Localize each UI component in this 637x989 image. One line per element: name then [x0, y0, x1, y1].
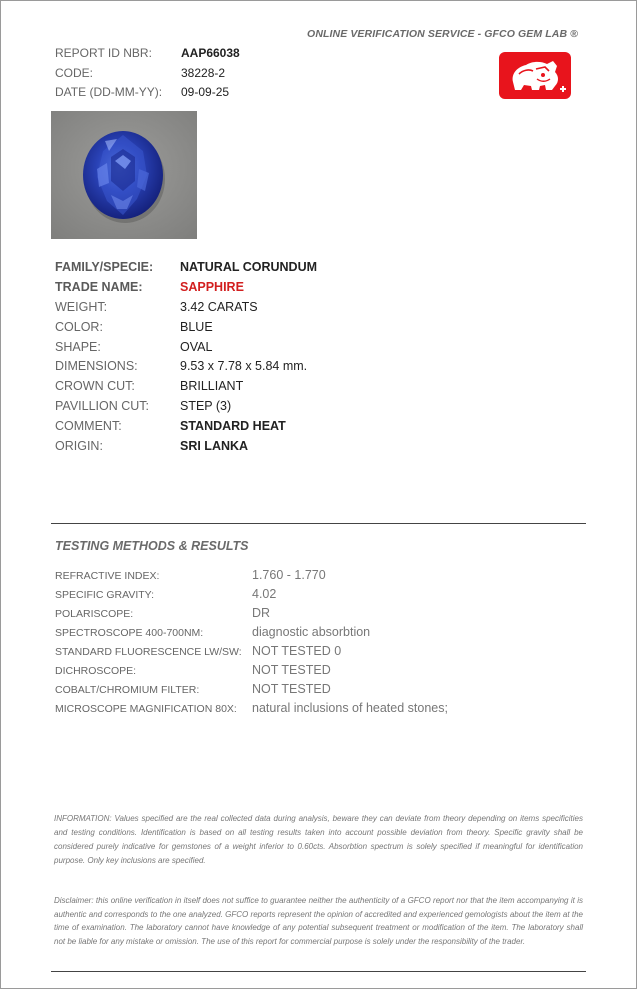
weight-value: 3.42 CARATS [180, 299, 258, 314]
property-row-color [55, 318, 317, 338]
test-value: 1.760 - 1.770 [252, 568, 326, 582]
dimensions-label: DIMENSIONS: [55, 359, 138, 374]
report-id-label: REPORT ID NBR: [55, 46, 152, 60]
test-row [55, 622, 448, 641]
origin-label: ORIGIN: [55, 439, 103, 454]
property-row-origin [55, 437, 317, 457]
test-value: NOT TESTED 0 [252, 644, 342, 658]
disclaimer-text: Disclaimer: this online verification in itself does not suffice to guarantee neither the authenticity of a GFCO report nor that the item accompanying it is authentic and corresponds to the one analyzed. GFCO reports represent the opinion of accredited and experienced gemologists about the item at the time of examination. The laboratory cannot have knowledge of any potential subsequent treatment or modification of the item. The laboratory shall not be liable for any mistake or omission. The use of this report for commercial purpose is solely under the responsibility of the trader. [54, 896, 583, 946]
trade-name-label: TRADE NAME: [55, 279, 143, 294]
test-value: natural inclusions of heated stones; [252, 701, 448, 715]
property-row-shape [55, 338, 317, 358]
test-row [55, 603, 448, 622]
test-row [55, 679, 448, 698]
pavillion-cut-value: STEP (3) [180, 399, 232, 414]
color-label: COLOR: [55, 319, 103, 334]
crown-cut-value: BRILLIANT [180, 379, 244, 394]
test-label: POLARISCOPE: [55, 608, 134, 620]
code-row [55, 64, 240, 84]
test-value: DR [252, 606, 271, 620]
test-row [55, 660, 448, 679]
pavillion-cut-label: PAVILLION CUT: [55, 399, 150, 414]
testing-results-list [55, 565, 448, 717]
property-row-comment [55, 417, 317, 437]
origin-value: SRI LANKA [180, 439, 249, 454]
test-value: NOT TESTED [252, 682, 331, 696]
trade-name-value: SAPPHIRE [180, 279, 244, 294]
gem-properties-list [55, 258, 317, 457]
test-row [55, 641, 448, 660]
divider-bottom [51, 971, 586, 972]
service-title: ONLINE VERIFICATION SERVICE - GFCO GEM LAB ® [307, 28, 578, 40]
family-label: FAMILY/SPECIE: [55, 260, 154, 274]
date-label: DATE (DD-MM-YY): [55, 85, 163, 99]
property-row-trade-name [55, 278, 317, 298]
gfco-lion-logo-icon [499, 52, 571, 99]
date-value: 09-09-25 [181, 85, 230, 99]
test-value: NOT TESTED [252, 663, 331, 677]
test-row [55, 584, 448, 603]
report-id-value: AAP66038 [181, 46, 240, 60]
report-id-row [55, 44, 240, 64]
test-label: REFRACTIVE INDEX: [55, 570, 160, 582]
test-value: diagnostic absorbtion [252, 625, 371, 639]
information-text: INFORMATION: Values specified are the real collected data during analysis, beware they can deviate from theory depending on items specificities and testing conditions. Identification is based on all testing results taken into account possible deviation from theory. Specific gravity shall be considered purely indicative for gemstones of a weight inferior to 0.60cts. Absorbtion spectrum is solely specified if meaningful for identification purpose. Only key inclusions are specified. [54, 814, 583, 865]
family-value: NATURAL CORUNDUM [180, 260, 318, 274]
test-label: DICHROSCOPE: [55, 665, 137, 677]
dimensions-value: 9.53 x 7.78 x 5.84 mm. [180, 359, 308, 374]
comment-label: COMMENT: [55, 419, 122, 434]
date-row [55, 83, 240, 103]
test-label: MICROSCOPE MAGNIFICATION 80X: [55, 703, 237, 715]
report-id-block [55, 44, 240, 103]
test-row [55, 698, 448, 717]
weight-label: WEIGHT: [55, 299, 108, 314]
gemstone-photo [51, 111, 197, 239]
property-row-pavillion-cut [55, 397, 317, 417]
property-row-crown-cut [55, 377, 317, 397]
test-label: SPECIFIC GRAVITY: [55, 589, 154, 601]
divider-top [51, 523, 586, 524]
color-value: BLUE [180, 319, 213, 334]
property-row-weight [55, 298, 317, 318]
test-label: COBALT/CHROMIUM FILTER: [55, 684, 200, 696]
comment-value: STANDARD HEAT [180, 419, 286, 434]
test-row [55, 565, 448, 584]
code-label: CODE: [55, 65, 94, 80]
crown-cut-label: CROWN CUT: [55, 379, 135, 394]
code-value: 38228-2 [181, 65, 226, 80]
test-value: 4.02 [252, 587, 277, 601]
shape-label: SHAPE: [55, 339, 101, 354]
shape-value: OVAL [180, 339, 213, 354]
property-row-family [55, 258, 317, 278]
property-row-dimensions [55, 357, 317, 377]
test-label: SPECTROSCOPE 400-700NM: [55, 627, 204, 639]
testing-section-title: TESTING METHODS & RESULTS [55, 539, 249, 553]
test-label: STANDARD FLUORESCENCE LW/SW: [55, 646, 242, 658]
